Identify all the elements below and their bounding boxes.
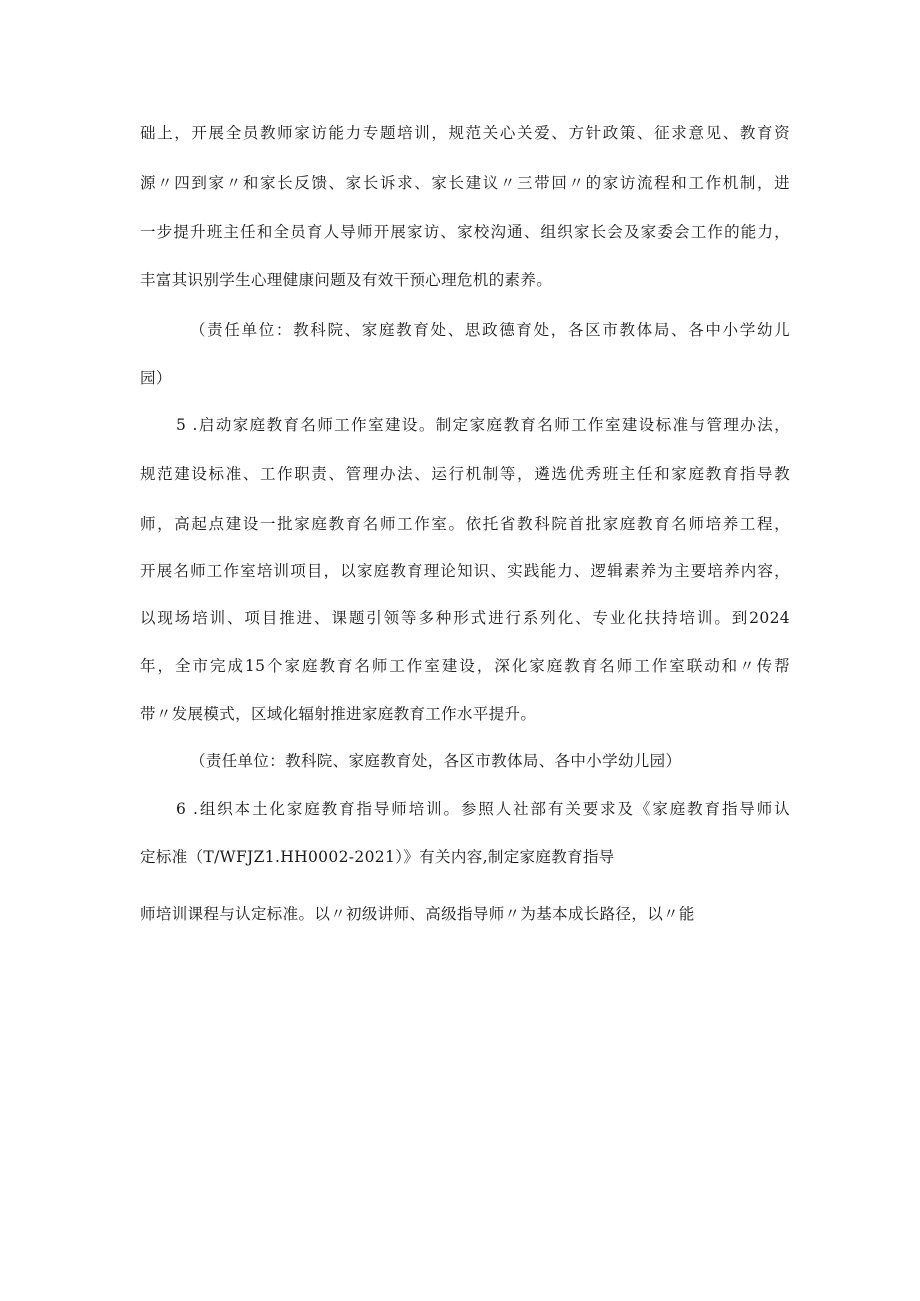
paragraph-line: 6 .组织本土化家庭教育指导师培训。参照人社部有关要求及《家庭教育指导师认 (176, 800, 790, 818)
paragraph-line: 丰富其识别学生心理健康问题及有效干预心理危机的素养。 (140, 271, 553, 289)
paragraph-line: 源〃四到家〃和家长反馈、家长诉求、家长建议〃三带回〃的家访流程和工作机制，进 (140, 174, 790, 192)
responsibility-note: （责任单位：教科院、家庭教育处、思政德育处，各区市教体局、各中小学幼儿 (190, 321, 790, 339)
paragraph-line: 师，高起点建设一批家庭教育名师工作室。依托省教科院首批家庭教育名师培养工程， (140, 515, 790, 533)
paragraph-line: 础上，开展全员教师家访能力专题培训，规范关心关爱、方针政策、征求意见、教育资 (140, 124, 790, 142)
paragraph-line: 定标准（T/WFJZ1.HH0002-2021）》有关内容,制定家庭教育指导 (140, 848, 615, 866)
responsibility-note: 园） (140, 369, 172, 387)
paragraph-line: 5 .启动家庭教育名师工作室建设。制定家庭教育名师工作室建设标准与管理办法， (176, 416, 790, 434)
paragraph-line: 一步提升班主任和全员育人导师开展家访、家校沟通、组织家长会及家委会工作的能力， (140, 223, 790, 241)
paragraph-line: 规范建设标准、工作职责、管理办法、运行机制等，遴选优秀班主任和家庭教育指导教 (140, 465, 790, 483)
responsibility-note: （责任单位：教科院、家庭教育处，各区市教体局、各中小学幼儿园） (190, 752, 682, 770)
paragraph-line: 以现场培训、项目推进、课题引领等多种形式进行系列化、专业化扶持培训。到2024 (140, 609, 790, 627)
paragraph-line: 年，全市完成15个家庭教育名师工作室建设，深化家庭教育名师工作室联动和〃传帮 (140, 657, 790, 675)
paragraph-line: 带〃发展模式，区域化辐射推进家庭教育工作水平提升。 (140, 705, 537, 723)
paragraph-line: 师培训课程与认定标准。以〃初级讲师、高级指导师〃为基本成长路径，以〃能 (140, 905, 695, 923)
paragraph-line: 开展名师工作室培训项目，以家庭教育理论知识、实践能力、逻辑素养为主要培养内容， (140, 562, 790, 580)
